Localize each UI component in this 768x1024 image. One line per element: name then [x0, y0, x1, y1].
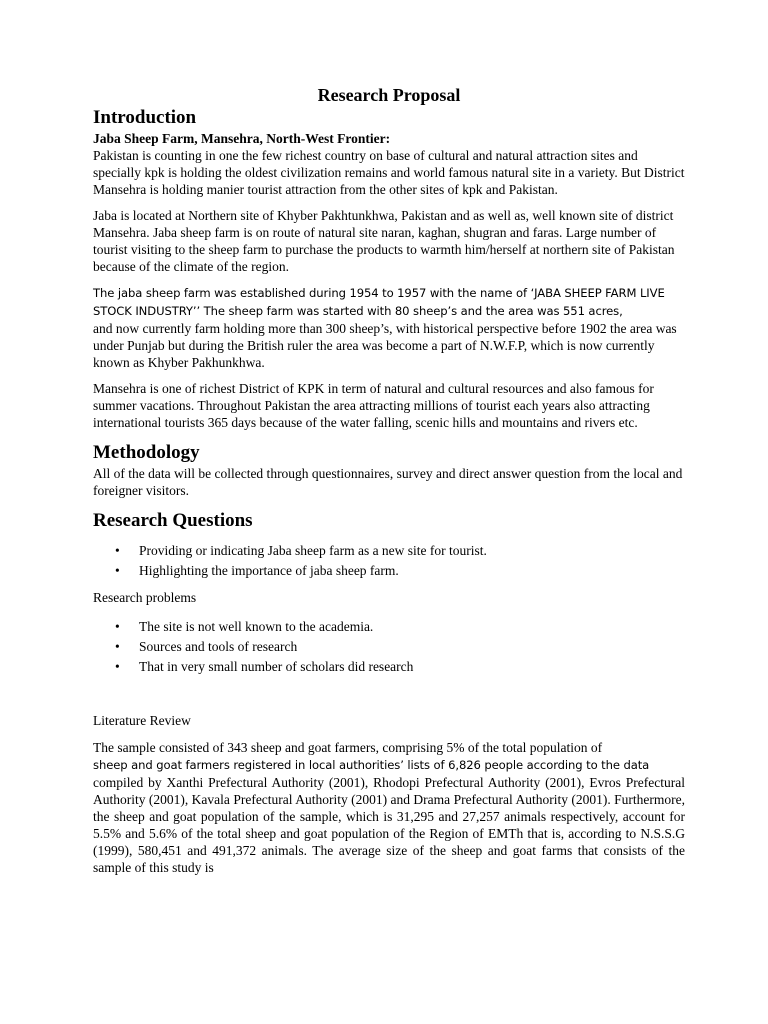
research-problems-list	[93, 618, 685, 675]
literature-rest: compiled by Xanthi Prefectural Authority (2001), Rhodopi Prefectural Authority (2001), Evros Prefectural Authority (2001), Kavala Prefectural Authority (2001) and Drama Prefectural Authority (2001). Furthermore, the sheep and goat population of the sample, which is 31,295 and 27,257 animals respectively, account for 5.5% and 5.6% of the total sheep and goat population of the Region of EMTh that is, according to N.S.S.G (1999), 580,451 and 491,372 animals. The average size of the sheep and goat farms that consists of the sample of this study is	[93, 775, 685, 875]
bullet-icon: •	[115, 563, 120, 578]
introduction-paragraph-1: Pakistan is counting in one the few richest country on base of cultural and natural attraction sites and specially kpk is holding the oldest civilization remains and world famous natural site in a variety. But District Mansehra is holding manier tourist attraction from the other sites of kpk and Pakistan.	[93, 148, 685, 197]
introduction-paragraph-2: Jaba is located at Northern site of Khyber Pakhtunkhwa, Pakistan and as well as, well known site of district Mansehra. Jaba sheep farm is on route of natural site naran, kaghan, shugran and faras. Large number of tourist visiting to the sheep farm to purchase the products to warmth him/herself at northern site of Pakistan because of the climate of the region.	[93, 208, 675, 274]
research-problems-label: Research problems	[93, 590, 197, 605]
methodology-heading: Methodology	[93, 442, 200, 463]
research-questions-heading: Research Questions	[93, 510, 253, 531]
list-item: • The site is not well known to the academia.	[115, 619, 374, 634]
methodology-text: All of the data will be collected through questionnaires, survey and direct answer question from the local and foreigner visitors.	[93, 466, 683, 498]
document-page	[93, 84, 685, 876]
paragraph-3-serif-part: and now currently farm holding more than 300 sheep’s, with historical perspective before 1902 the area was under Punjab but during the British ruler the area was become a part of N.W.F.P, which is now currently known as Khyber Pakhunkhwa.	[93, 321, 677, 370]
introduction-paragraph-4: Mansehra is one of richest District of KPK in term of natural and cultural resources and also famous for summer vacations. Throughout Pakistan the area attracting millions of tourist each years also attracting international tourists 365 days because of the water falling, scenic hills and mountains and rivers etc.	[93, 381, 654, 430]
document-title: Research Proposal	[317, 85, 461, 105]
bullet-icon: •	[115, 543, 120, 558]
introduction-paragraph-3	[93, 284, 685, 371]
list-item: • Highlighting the importance of jaba sheep farm.	[115, 563, 399, 578]
bullet-icon: •	[115, 639, 120, 654]
introduction-heading: Introduction	[93, 107, 197, 128]
list-item: • That in very small number of scholars did research	[115, 659, 414, 674]
list-item: • Sources and tools of research	[115, 639, 298, 654]
list-item: • Providing or indicating Jaba sheep farm as a new site for tourist.	[115, 543, 487, 558]
paragraph-3-sans-part: The jaba sheep farm was established during 1954 to 1957 with the name of ‘JABA SHEEP FARM LIVE STOCK INDUSTRY’’ The sheep farm was started with 80 sheep’s and the area was 551 acres,	[93, 286, 665, 318]
literature-line-1: The sample consisted of 343 sheep and goat farmers, comprising 5% of the total population of	[93, 740, 603, 755]
literature-review-label: Literature Review	[93, 713, 191, 728]
literature-review-paragraph	[93, 739, 685, 876]
introduction-subheading: Jaba Sheep Farm, Mansehra, North-West Frontier:	[93, 131, 391, 146]
bullet-icon: •	[115, 619, 120, 634]
research-questions-list	[93, 542, 685, 579]
bullet-icon: •	[115, 659, 120, 674]
literature-line-2: sheep and goat farmers registered in local authorities’ lists of 6,826 people according to the data	[93, 758, 650, 772]
